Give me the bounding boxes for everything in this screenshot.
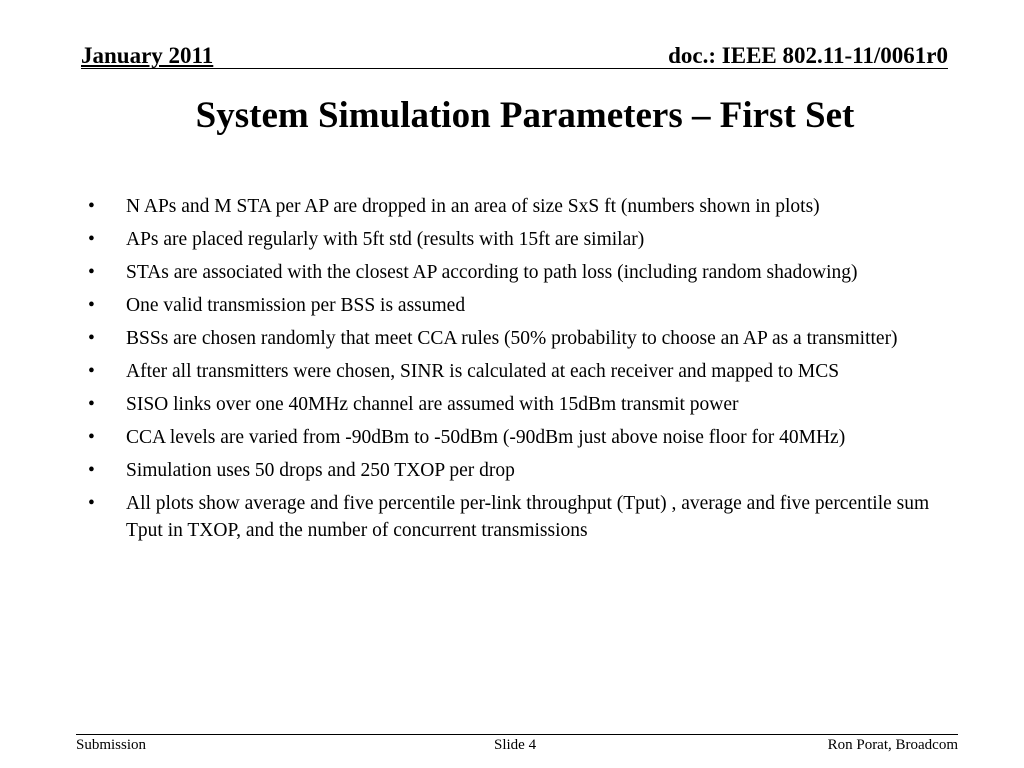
bullet-dot-icon: •: [88, 460, 95, 481]
bullet-item: [88, 292, 936, 319]
bullet-dot-icon: •: [88, 229, 95, 250]
header-date: January 2011: [81, 43, 214, 68]
bullet-item: [88, 193, 936, 220]
bullet-dot-icon: •: [88, 328, 95, 349]
header-divider: [81, 68, 948, 69]
bullet-text: One valid transmission per BSS is assumed: [126, 295, 466, 316]
bullet-item: [88, 424, 936, 451]
bullet-item: [88, 490, 936, 544]
bullet-dot-icon: •: [88, 427, 95, 448]
bullet-dot-icon: •: [88, 361, 95, 382]
footer-submission-label: Submission: [76, 737, 147, 753]
bullet-text: CCA levels are varied from -90dBm to -50dBm (-90dBm just above noise floor for 40MHz): [126, 427, 846, 448]
slide-title: System Simulation Parameters – First Set: [195, 95, 855, 136]
header-document-id: doc.: IEEE 802.11-11/0061r0: [668, 43, 948, 68]
bullet-dot-icon: •: [88, 196, 95, 217]
bullet-dot-icon: •: [88, 295, 95, 316]
bullet-item: [88, 358, 936, 385]
bullet-text: SISO links over one 40MHz channel are assumed with 15dBm transmit power: [126, 394, 739, 415]
bullet-dot-icon: •: [88, 394, 95, 415]
bullet-text: After all transmitters were chosen, SINR is calculated at each receiver and mapped to MCS: [126, 361, 840, 382]
bullet-item: [88, 457, 936, 484]
bullet-item: [88, 391, 936, 418]
bullet-text: STAs are associated with the closest AP according to path loss (including random shadowing): [126, 262, 858, 283]
bullet-text: Simulation uses 50 drops and 250 TXOP per drop: [126, 460, 515, 481]
footer-divider: [76, 734, 958, 735]
footer-slide-number: Slide 4: [494, 737, 537, 753]
bullet-item: [88, 226, 936, 253]
bullet-list: [88, 193, 936, 550]
bullet-text: N APs and M STA per AP are dropped in an area of size SxS ft (numbers shown in plots): [126, 196, 820, 217]
bullet-text: APs are placed regularly with 5ft std (results with 15ft are similar): [126, 229, 645, 250]
bullet-dot-icon: •: [88, 493, 95, 514]
bullet-item: [88, 325, 936, 352]
bullet-text: BSSs are chosen randomly that meet CCA rules (50% probability to choose an AP as a transmitter): [126, 328, 898, 349]
bullet-dot-icon: •: [88, 262, 95, 283]
bullet-text: All plots show average and five percentile per-link throughput (Tput) , average and five percentile sum Tput in TXOP, and the number of concurrent transmissions: [126, 493, 930, 541]
footer-author: Ron Porat, Broadcom: [827, 737, 958, 753]
bullet-item: [88, 259, 936, 286]
